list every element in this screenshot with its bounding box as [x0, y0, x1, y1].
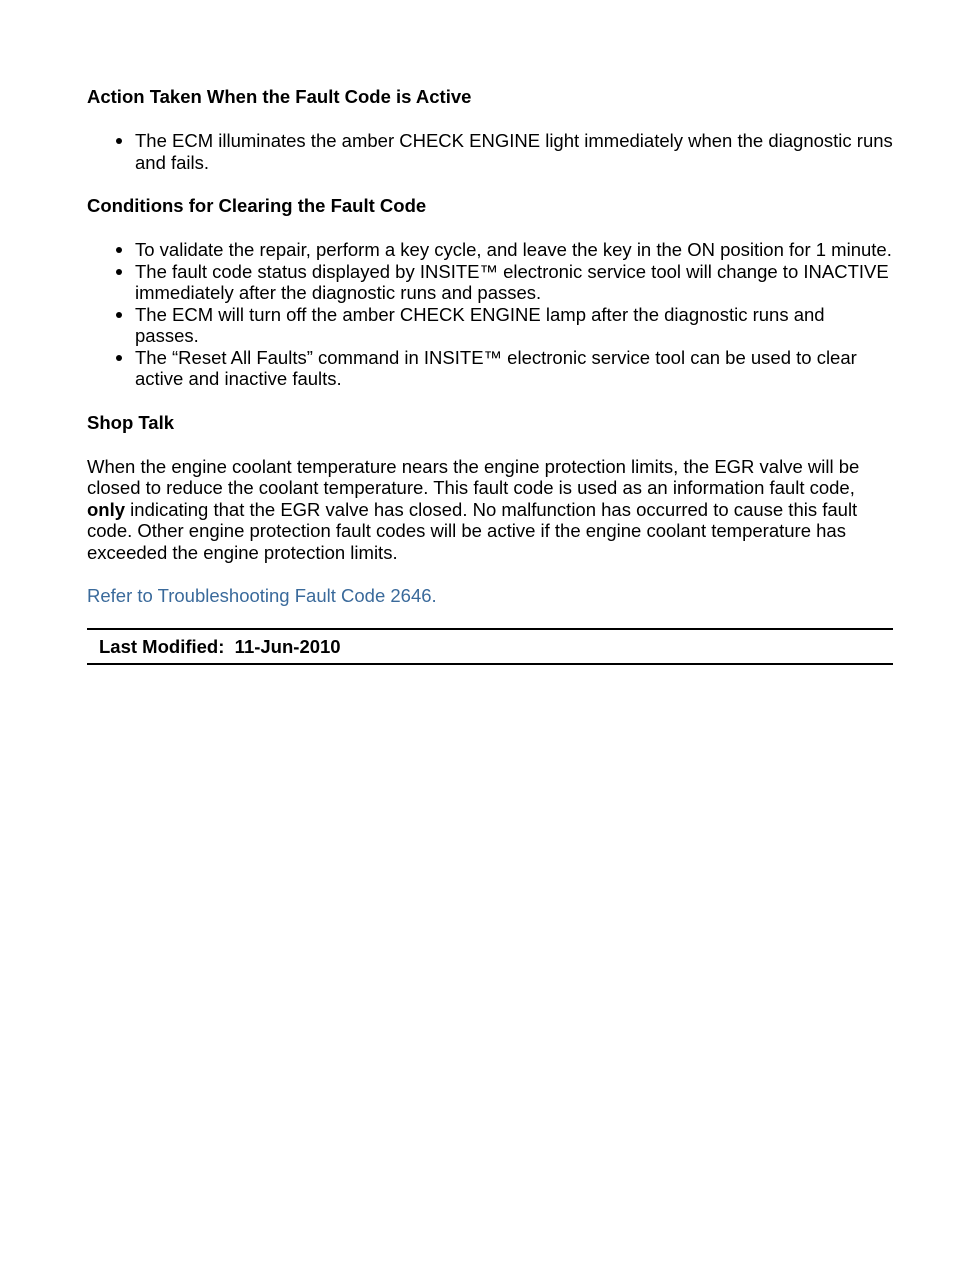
bullet-icon: [116, 247, 122, 253]
list-item: To validate the repair, perform a key cycle, and leave the key in the ON position for 1 minute.: [87, 239, 893, 261]
last-modified-label: Last Modified:: [99, 635, 225, 657]
shop-talk-paragraph: When the engine coolant temperature nears the engine protection limits, the EGR valve will be closed to reduce the coolant temperature. This fault code is used as an information fault code, only indicating that the EGR valve has closed. No malfunction has occurred to cause this fault code. Other engine protection fault codes will be active if the engine coolant temperature has exceeded the engine protection limits.: [87, 455, 860, 563]
refer-paragraph: [87, 585, 893, 607]
section-heading-clearing-conditions: Conditions for Clearing the Fault Code: [87, 195, 427, 216]
list-item: The “Reset All Faults” command in INSITE™ electronic service tool can be used to clear active and inactive faults.: [87, 347, 893, 390]
list-item: The ECM illuminates the amber CHECK ENGINE light immediately when the diagnostic runs and fails.: [87, 130, 893, 173]
emphasis-only: only: [87, 498, 126, 520]
document-page: [87, 86, 893, 665]
refer-troubleshooting-link[interactable]: Refer to Troubleshooting Fault Code 2646.: [87, 585, 437, 606]
section-heading-action-taken: Action Taken When the Fault Code is Active: [87, 86, 472, 107]
list-item: The ECM will turn off the amber CHECK ENGINE lamp after the diagnostic runs and passes.: [87, 304, 893, 347]
last-modified-date: 11-Jun-2010: [234, 635, 341, 657]
bullet-icon: [116, 312, 122, 318]
bullet-icon: [116, 355, 122, 361]
bullet-icon: [116, 269, 122, 275]
clearing-conditions-list: [87, 239, 893, 390]
list-item: The fault code status displayed by INSITE™ electronic service tool will change to INACTIVE immediately after the diagnostic runs and passes.: [87, 261, 893, 304]
action-taken-list: [87, 130, 893, 173]
last-modified-bar: [87, 628, 893, 665]
bullet-icon: [116, 138, 122, 144]
section-heading-shop-talk: Shop Talk: [87, 411, 175, 433]
